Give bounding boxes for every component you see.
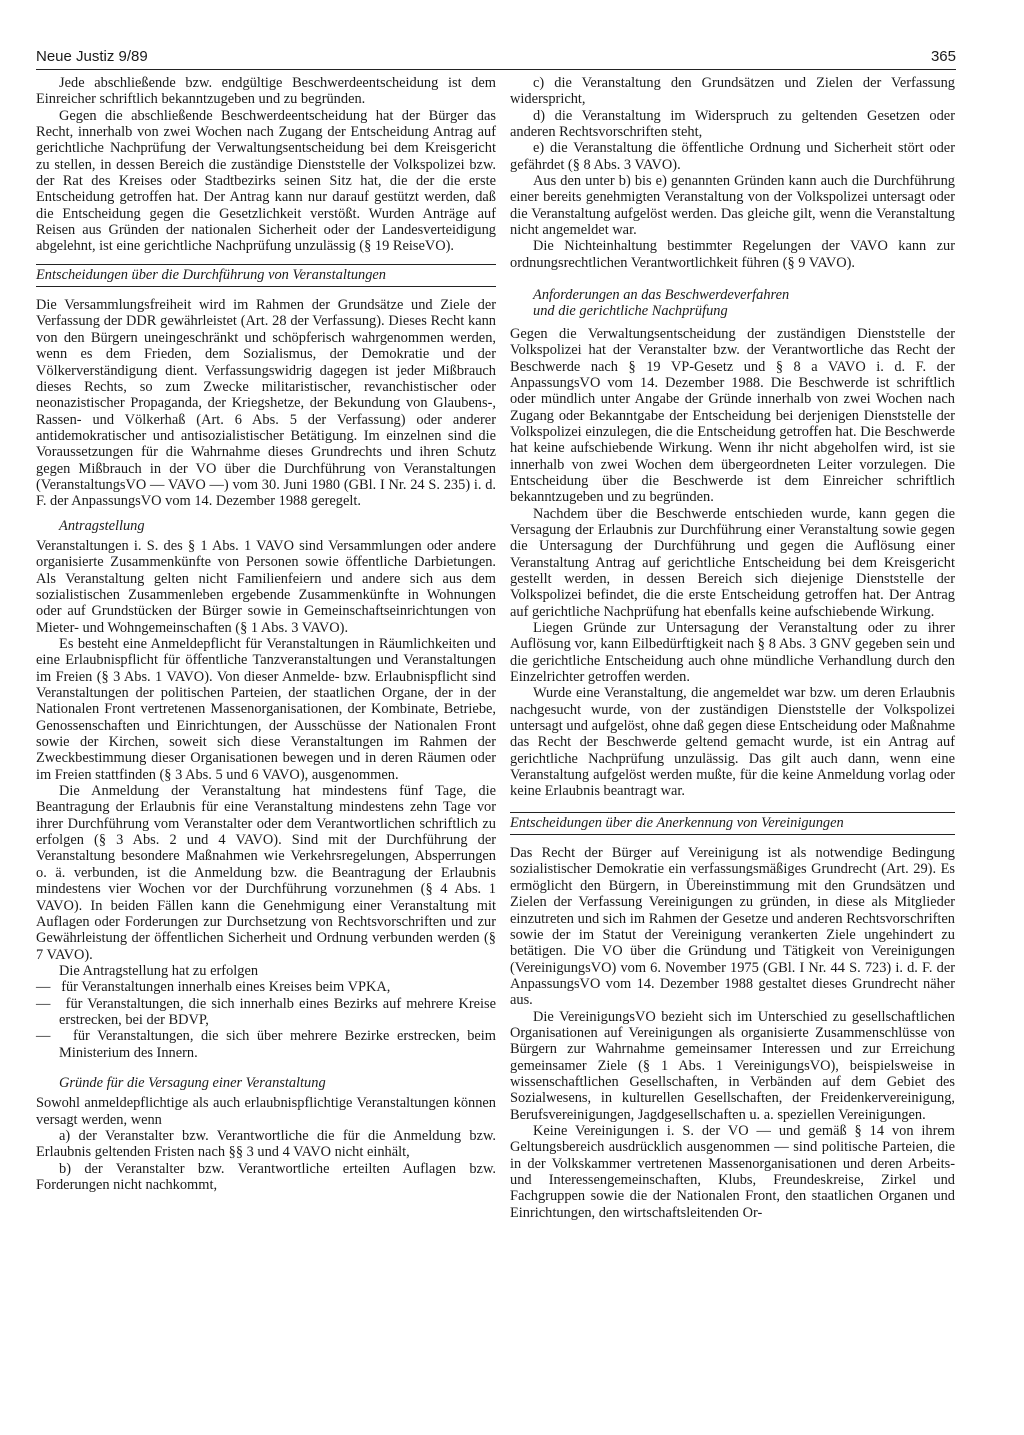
left-column	[36, 75, 496, 1193]
subsection-heading: Gründe für die Versagung einer Veranstaltung	[59, 1074, 326, 1091]
paragraph: Sowohl anmeldepflichtige als auch erlaubnispflichtige Veranstaltungen können versagt werden, wenn	[36, 1095, 496, 1128]
section-heading: Entscheidungen über die Durchführung von Veranstaltungen	[36, 264, 496, 287]
subsection-heading: Antragstellung	[59, 517, 145, 534]
paragraph: Gegen die abschließende Beschwerdeentscheidung hat der Bürger das Recht, innerhalb von zwei Wochen nach Zugang der Entscheidung Antrag auf gerichtliche Nachprüfung der Verwaltungsentscheidung bei dem Kreisgericht zu stellen, in dessen Bereich die zuständige Dienststelle der Volkspolizei bzw. der Rat des Kreises oder Stadtbezirks seinen Sitz hat, die der die erste Entscheidung getroffen hat. Der Antrag kann nur darauf gestützt werden, daß die Entscheidung gegen die Gesetzlichkeit verstößt. Wurden Anträge auf Reisen aus Gründen der nationalen Sicherheit oder der Landesverteidigung abgelehnt, ist eine gerichtliche Nachprüfung unzulässig (§ 19 ReiseVO).	[36, 107, 496, 255]
header-rule	[36, 69, 956, 70]
right-column	[510, 75, 955, 1221]
paragraph: Jede abschließende bzw. endgültige Beschwerdeentscheidung ist dem Einreicher schriftlich bekanntzugeben und zu begründen.	[36, 75, 496, 108]
paragraph: Gegen die Verwaltungsentscheidung der zuständigen Dienststelle der Volkspolizei hat der Veranstalter bzw. der Verantwortliche das Recht der Beschwerde nach § 19 VP-Gesetz und § 8 a VAVO i. d. F. der AnpassungsVO vom 14. Dezember 1988. Die Beschwerde ist schriftlich oder mündlich unter Angabe der Gründe innerhalb von zwei Wochen nach Zugang oder Bekanntgabe der Entscheidung bei derjenigen Dienststelle der Volkspolizei einzulegen, die die Entscheidung getroffen hat. Die Beschwerde hat keine aufschiebende Wirkung. Wenn ihr nicht abgeholfen wird, ist sie innerhalb von zwei Wochen dem übergeordneten Leiter vorzulegen. Die Entscheidung über die Beschwerde ist dem Einreicher schriftlich bekanntzugeben und zu begründen.	[510, 325, 955, 506]
paragraph: Das Recht der Bürger auf Vereinigung ist als notwendige Bedingung sozialistischer Demokratie ein verfassungsmäßiges Grundrecht (Art. 29). Es ermöglicht den Bürgern, in Übereinstimmung mit den Grundsätzen und Zielen der Verfassung Vereinigungen zu gründen, in diese als Mitglieder einzutreten und sich im Rahmen der Gesetze und anderen Rechtsvorschriften sowie der im Statut der Vereinigung verankerten Ziele ungehindert zu betätigen. Die VO über die Gründung und Tätigkeit von Vereinigungen (VereinigungsVO) vom 6. November 1975 (GBl. I Nr. 44 S. 723) i. d. F. der AnpassungsVO vom 14. Dezember 1988 gestaltet dieses Grundrecht näher aus.	[510, 845, 955, 1009]
list-item: d) die Veranstaltung im Widerspruch zu geltenden Gesetzen oder anderen Rechtsvorschriften steht,	[510, 107, 955, 141]
subsection-heading-line: Anforderungen an das Beschwerdeverfahren	[533, 287, 790, 304]
journal-title: Neue Justiz 9/89	[36, 48, 148, 65]
list-item: a) der Veranstalter bzw. Verantwortliche die für die Anmeldung bzw. Erlaubnis geltenden Fristen nach §§ 3 und 4 VAVO nicht einhält,	[36, 1127, 496, 1161]
list-item: — für Veranstaltungen innerhalb eines Kreises beim VPKA,	[36, 979, 496, 995]
subsection-heading	[533, 287, 955, 320]
page-number: 365	[930, 48, 956, 65]
paragraph: Die Anmeldung der Veranstaltung hat mindestens fünf Tage, die Beantragung der Erlaubnis für eine Veranstaltung mindestens zehn Tage vor ihrer Durchführung vom Veranstalter oder dem Verantwortlichen schriftlich zu erfolgen (§ 3 Abs. 2 und 4 VAVO). Sind mit der Durchführung der Veranstaltung besondere Maßnahmen wie Verkehrsregelungen, Absperrungen o. ä. verbunden, ist die Anmeldung bzw. die Beantragung der Erlaubnis mindestens vier Wochen vor der Durchführung vorzunehmen (§ 4 Abs. 1 VAVO). In beiden Fällen kann die Genehmigung einer Veranstaltung mit Auflagen oder Forderungen zur Durchsetzung von Rechtsvorschriften und zur Gewährleistung der öffentlichen Sicherheit und Ordnung verbunden werden (§ 7 VAVO).	[36, 783, 496, 963]
paragraph: Veranstaltungen i. S. des § 1 Abs. 1 VAVO sind Versammlungen oder andere organisierte Zusammenkünfte von Personen sowie öffentliche Darbietungen. Als Veranstaltung gelten nicht Familienfeiern und andere sich aus dem sozialistischen Zusammenleben ergebende Zusammenkünfte in Wohnungen oder auf Grundstücken der Bürger sowie in Gemeinschaftseinrichtungen von Mieter- und Wohngemeinschaften (§ 1 Abs. 3 VAVO).	[36, 537, 496, 636]
paragraph: Es besteht eine Anmeldepflicht für Veranstaltungen in Räumlichkeiten und eine Erlaubnispflicht für öffentliche Tanzveranstaltungen und Veranstaltungen im Freien (§ 3 Abs. 1 VAVO). Von dieser Anmelde- bzw. Erlaubnispflicht sind Veranstaltungen der politischen Parteien, der staatlichen Organe, der in der Nationalen Front vertretenen Massenorganisationen, der Kombinate, Betriebe, Genossenschaften und Einrichtungen, der Ausschüsse der Nationalen Front sowie der Kirchen, soweit sich diese Veranstaltungen im Rahmen der Zweckbestimmung dieser Organisationen bewegen und in deren Räumen oder im Freien stattfinden (§ 3 Abs. 5 und 6 VAVO), ausgenommen.	[36, 636, 496, 783]
application-list	[36, 979, 496, 1061]
paragraph: Keine Vereinigungen i. S. der VO — und gemäß § 14 von ihrem Geltungsbereich ausdrücklich ausgenommen — sind politische Parteien, die in der Volkskammer vertretenen Massenorganisationen und deren Arbeits- und Interessengemeinschaften, Klubs, Freundeskreise, Zirkel und Fachgruppen sowie die der Nationalen Front, den staatlichen Organen und Einrichtungen, den wirtschaftsleitenden Or-	[510, 1122, 955, 1221]
paragraph: Aus den unter b) bis e) genannten Gründen kann auch die Durchführung einer bereits genehmigten Veranstaltung von der Volkspolizei untersagt oder die Veranstaltung aufgelöst werden. Das gleiche gilt, wenn die Veranstaltung nicht angemeldet war.	[510, 173, 955, 239]
paragraph: Wurde eine Veranstaltung, die angemeldet war bzw. um deren Erlaubnis nachgesucht wurde, von der zuständigen Dienststelle der Volkspolizei untersagt und aufgelöst, ohne daß gegen diese Entscheidung oder Maßnahme das Recht der Beschwerde geltend gemacht wurde, ist ein Antrag auf gerichtliche Nachprüfung unzulässig. Das gilt auch dann, wenn eine Veranstaltung aufgelöst werden mußte, für die keine Anmeldung vorlag oder keine Erlaubnis beantragt war.	[510, 685, 955, 800]
list-item: c) die Veranstaltung den Grundsätzen und Zielen der Verfassung widerspricht,	[510, 75, 955, 108]
paragraph: Die Versammlungsfreiheit wird im Rahmen der Grundsätze und Ziele der Verfassung der DDR gewährleistet (Art. 28 der Verfassung). Dieses Recht kann von den Bürgern uneingeschränkt und schöpferisch wahrgenommen werden, wenn es dem Frieden, dem Sozialismus, der Demokratie und der Völkerverständigung dient. Verfassungswidrig dagegen ist jeder Mißbrauch dieses Rechts, so zum Zwecke militaristischer, revanchistischer oder neonazistischer Propaganda, der Kriegshetze, der Bekundung von Glaubens-, Rassen- und Völkerhaß (Art. 6 Abs. 5 der Verfassung) oder anderer antidemokratischer und antisozialistischer Betätigung. Im einzelnen sind die Voraussetzungen für die Wahrnahme dieses Grundrechts und ihren Schutz gegen Mißbrauch in der VO über die Durchführung von Veranstaltungen (VeranstaltungsVO — VAVO —) vom 30. Juni 1980 (GBl. I Nr. 24 S. 235) i. d. F. der AnpassungsVO vom 14. Dezember 1988 geregelt.	[36, 297, 496, 510]
paragraph: Die Nichteinhaltung bestimmter Regelungen der VAVO kann zur ordnungsrechtlichen Verantwortlichkeit führen (§ 9 VAVO).	[510, 238, 955, 271]
list-item: e) die Veranstaltung die öffentliche Ordnung und Sicherheit stört oder gefährdet (§ 8 Abs. 3 VAVO).	[510, 140, 955, 173]
paragraph: Die Antragstellung hat zu erfolgen	[59, 962, 259, 979]
paragraph: Liegen Gründe zur Untersagung der Veranstaltung oder zu ihrer Auflösung vor, kann Eilbedürftigkeit nach § 8 Abs. 3 GNV gegeben sein und die gerichtliche Entscheidung auch ohne mündliche Verhandlung durch den Einzelrichter getroffen werden.	[510, 620, 955, 686]
list-item: — für Veranstaltungen, die sich über mehrere Bezirke erstrecken, beim Ministerium des Innern.	[36, 1028, 496, 1061]
subsection-heading-line: und die gerichtliche Nachprüfung	[533, 303, 728, 320]
list-item: — für Veranstaltungen, die sich innerhalb eines Bezirks auf mehrere Kreise erstrecken, bei der BDVP,	[36, 996, 496, 1029]
paragraph: Nachdem über die Beschwerde entschieden wurde, kann gegen die Versagung der Erlaubnis zur Durchführung einer Veranstaltung sowie gegen die Untersagung der Durchführung und gegen die Auflösung einer Veranstaltung Antrag auf gerichtliche Entscheidung bei dem Kreisgericht gestellt werden, in dessen Bereich sich diejenige Dienststelle der Volkspolizei befindet, die die erste Entscheidung getroffen hat. Der Antrag auf gerichtliche Nachprüfung hat ebenfalls keine aufschiebende Wirkung.	[510, 505, 955, 620]
list-item: b) der Veranstalter bzw. Verantwortliche erteilten Auflagen bzw. Forderungen nicht nachkommt,	[36, 1160, 496, 1193]
section-heading: Entscheidungen über die Anerkennung von Vereinigungen	[510, 812, 955, 835]
paragraph: Die VereinigungsVO bezieht sich im Unterschied zu gesellschaftlichen Organisationen auf Vereinigungen als organisierte Zusammenschlüsse von Bürgern zur Wahrnahme gemeinsamer Interessen und zur Erreichung gemeinsamer Ziele (§ 1 Abs. 1 VereinigungsVO), beispielsweise in wissenschaftlichen Gesellschaften, in Verbänden auf dem Gebiet des Sozialwesens, in kulturellen Gesellschaften, der Freidenkervereinigung, Berufsvereinigungen, Jagdgesellschaften u. a. speziellen Vereinigungen.	[510, 1008, 955, 1123]
